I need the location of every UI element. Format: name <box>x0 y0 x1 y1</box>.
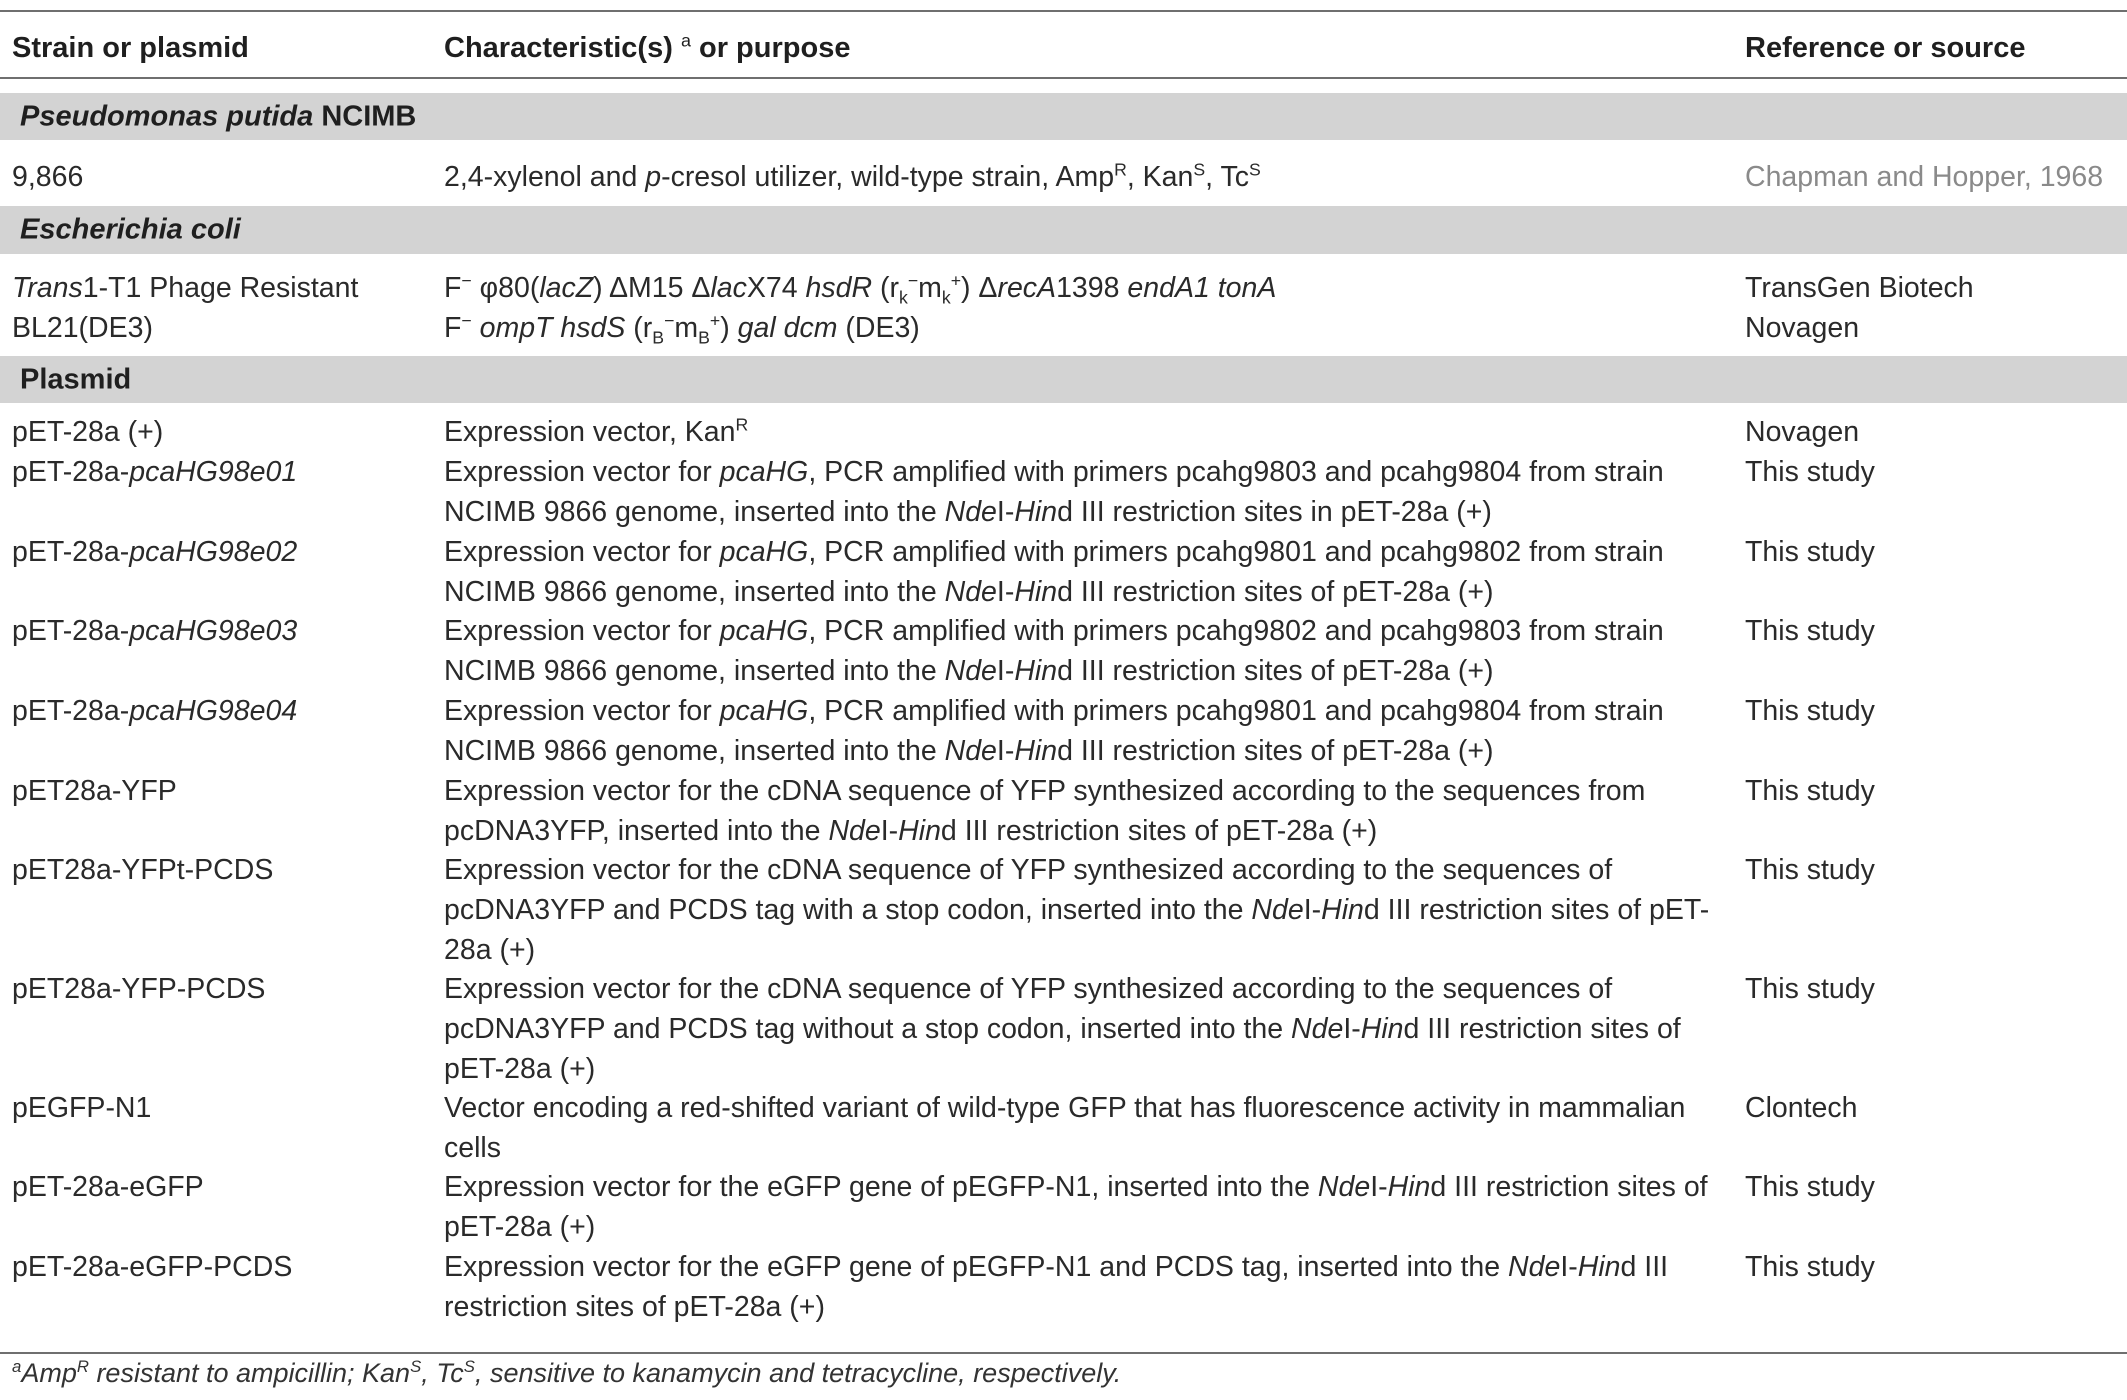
section-label: Pseudomonas putida NCIMB <box>20 100 417 132</box>
table-footnote: $^a$Amp$^R$ resistant to ampicillin; Kan$^S$, $Tc^S$, sensitive to kanamycin and tetracycline, respectively. <box>12 1357 1122 1388</box>
header-characteristic: Characteristic(s) $^a$ or purpose <box>444 30 851 64</box>
table-document: Strain or plasmid Characteristic(s) $^a$ or purpose Reference or source Pseudomonas putida NCIMB 9,866 2,4-xylenol and p-cresol utilizer, wild-type strain, Amp$^R$, Kan$^S$, $Tc^S$ Chapman and Hopper, 1968 Escherichia coli Trans1-T1 Phage Resistant F− φ80(lacZ) ΔM15 ΔlacX74 hsdR $(r_k^-m_k^+)$ ΔrecA1398 endA1 tonA TransGen Biotech BL21(DE3) F− ompT hsdS $(r_B^-m_B^+)$ gal dcm (DE3) Novagen Plasmid pET-28a (+) Expression vector, Kan$^R$ Novagen pET-28a-pcaHG98e01 Expression vector for pcaHG, PCR amplified with primers pcahg9803 and pcahg9804 from strain NCIMB 9866 genome, inserted into the NdeI-Hind III restriction sites in pET-28a (+) This study pET-28a-pcaHG98e02 Expression vector for pcaHG, PCR amplified with primers pcahg9801 and pcahg9802 from strain NCIMB 9866 genome, inserted into the NdeI-Hind III restriction sites of pET-28a (+) This study pET-28a-pcaHG98e03 Expression vector for pcaHG, PCR amplified with primers pcahg9802 and pcahg9803 from strain NCIMB 9866 genome, inserted into the NdeI-Hind III restriction sites of pET-28a (+) This study pET-28a-pcaHG98e04 Expression vector for pcaHG, PCR amplified with primers pcahg9801 and pcahg9804 from strain NCIMB 9866 genome, inserted into the NdeI-Hind III restriction sites of pET-28a (+) This study pET28a-YFP Expression vector for the cDNA sequence of YFP synthesized according to the sequences from pcDNA3YFP, inserted into the NdeI-Hind III restriction sites of pET-28a (+) This study pET28a-YFPt-PCDS Expression vector for the cDNA sequence of YFP synthesized according to the sequences of pcDNA3YFP and PCDS tag with a stop codon, inserted into the NdeI-Hind III restriction sites of pET- 28a (+) This study pET28a-YFP-PCDS Expression vector for the cDNA sequence of YFP synthesized according to the sequences of pcDNA3YFP and PCDS tag without a stop codon, inserted into the NdeI-Hind III restriction sites of pET-28a (+) This study pEGFP-N1 Vector encoding a red-shifted variant of wild-type GFP that has fluorescence activity in mammalian cells Clontech pET-28a-eGFP Expression vector for the eGFP gene of pEGFP-N1, inserted into the NdeI-Hind III restriction sites of pET-28a (+) This study pET-28a-eGFP-PCDS Expression vector for the eGFP gene of pEGFP-N1 and PCDS tag, inserted into the NdeI-Hind III restriction sites of pET-28a (+) This study $^a$Amp$^R$ resistant to ampicillin; Kan$^S$, $Tc^S$, sensitive to kanamycin and tetracycline, respectively. <box>0 0 2127 1400</box>
section-label: Plasmid <box>20 363 132 395</box>
bottom-rule <box>0 1352 2127 1354</box>
section-pseudomonas <box>0 93 2127 140</box>
header-reference: Reference or source <box>1745 32 2026 64</box>
section-label: Escherichia coli <box>20 213 241 246</box>
top-rule <box>0 10 2127 12</box>
section-plasmid <box>0 356 2127 403</box>
section-ecoli <box>0 206 2127 254</box>
header-strain: Strain or plasmid <box>12 32 249 64</box>
table-header <box>0 20 2127 76</box>
reference-link[interactable]: Chapman and Hopper, 1968 <box>1745 161 2104 193</box>
header-rule <box>0 77 2127 79</box>
